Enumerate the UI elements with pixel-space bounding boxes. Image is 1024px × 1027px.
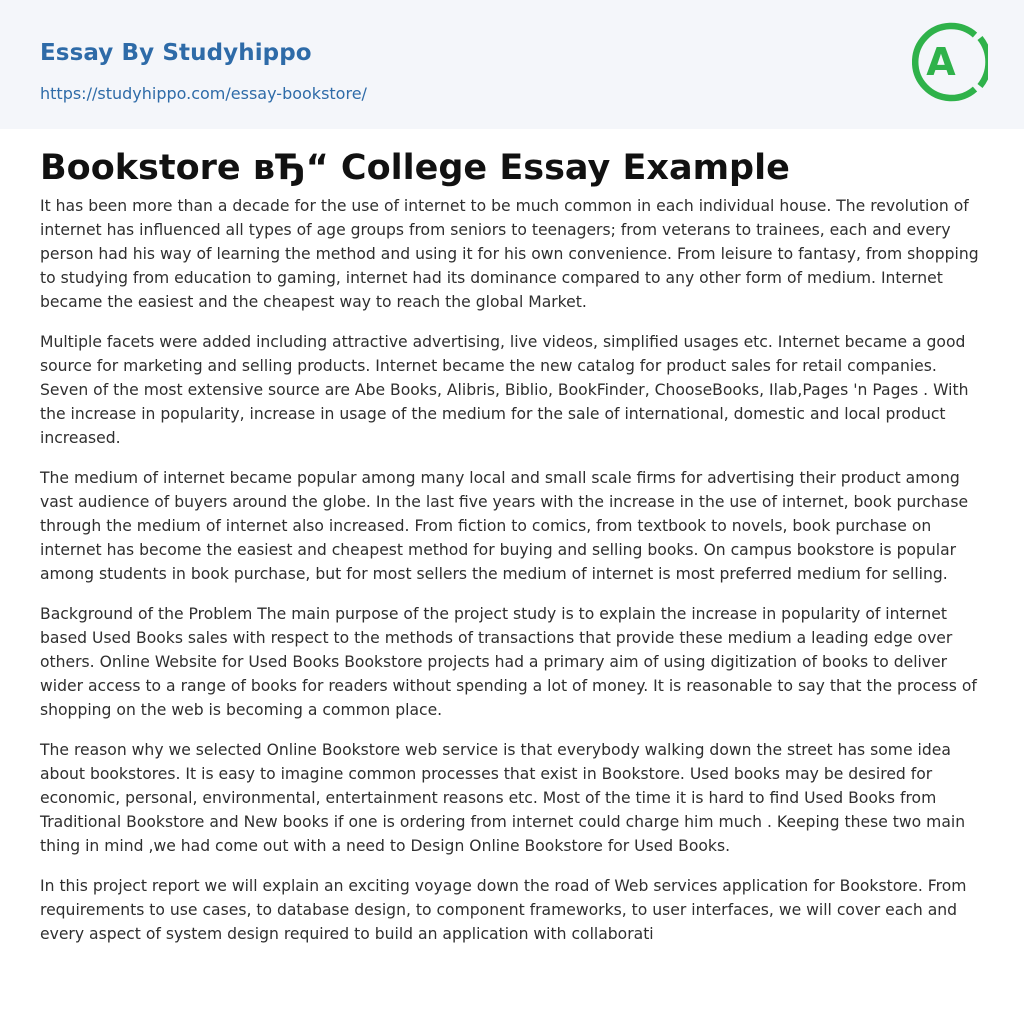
essay-title: Bookstore вЂ“ College Essay Example	[40, 148, 790, 188]
essay-paragraph: The reason why we selected Online Bookstore web service is that everybody walking down the street has some idea about bookstores. It is easy to imagine common processes that exist in Bookstore. Used books may be desired for economic, personal, environmental, entertainment reasons etc. Most of the time it is hard to find Used Books from Traditional Bookstore and New books if one is ordering from internet could charge him much . Keeping these two main thing in mind ,we had come out with a need to Design Online Bookstore for Used Books.	[40, 741, 966, 855]
essay-paragraph: It has been more than a decade for the use of internet to be much common in each individual house. The revolution of internet has influenced all types of age groups from seniors to teenagers; from veterans to trainees, each and every person had his way of learning the method and using it for his own convenience. From leisure to fantasy, from shopping to studying from education to gaming, internet had its dominance compared to any other form of medium. Internet became the easiest and the cheapest way to reach the global Market.	[40, 197, 979, 311]
studyhippo-logo-icon[interactable]	[912, 18, 988, 106]
logo-letter: A	[926, 40, 956, 84]
essay-body	[40, 194, 988, 962]
essay-paragraph: Background of the Problem The main purpose of the project study is to explain the increase in popularity of internet based Used Books sales with respect to the methods of transactions that provide these medium a leading edge over others. Online Website for Used Books Bookstore projects had a primary aim of using digitization of books to deliver wider access to a range of books for readers without spending a lot of money. It is reasonable to say that the process of shopping on the web is becoming a common place.	[40, 605, 977, 719]
site-title[interactable]: Essay By Studyhippo	[40, 40, 312, 66]
page-url-link[interactable]: https://studyhippo.com/essay-bookstore/	[40, 84, 367, 103]
essay-paragraph: Multiple facets were added including attractive advertising, live videos, simplified usages etc. Internet became a good source for marketing and selling products. Internet became the new catalog for product sales for retail companies. Seven of the most extensive source are Abe Books, Alibris, Biblio, BookFinder, ChooseBooks, Ilab,Pages 'n Pages . With the increase in popularity, increase in usage of the medium for the sale of international, domestic and local product increased.	[40, 333, 969, 447]
essay-paragraph: In this project report we will explain an exciting voyage down the road of Web services application for Bookstore. From requirements to use cases, to database design, to component frameworks, to user interfaces, we will cover each and every aspect of system design required to build an application with collaborati	[40, 877, 967, 943]
essay-paragraph: The medium of internet became popular among many local and small scale firms for advertising their product among vast audience of buyers around the globe. In the last five years with the increase in the use of internet, book purchase through the medium of internet also increased. From fiction to comics, from textbook to novels, book purchase on internet has become the easiest and cheapest method for buying and selling books. On campus bookstore is popular among students in book purchase, but for most sellers the medium of internet is most preferred medium for selling.	[40, 469, 969, 583]
